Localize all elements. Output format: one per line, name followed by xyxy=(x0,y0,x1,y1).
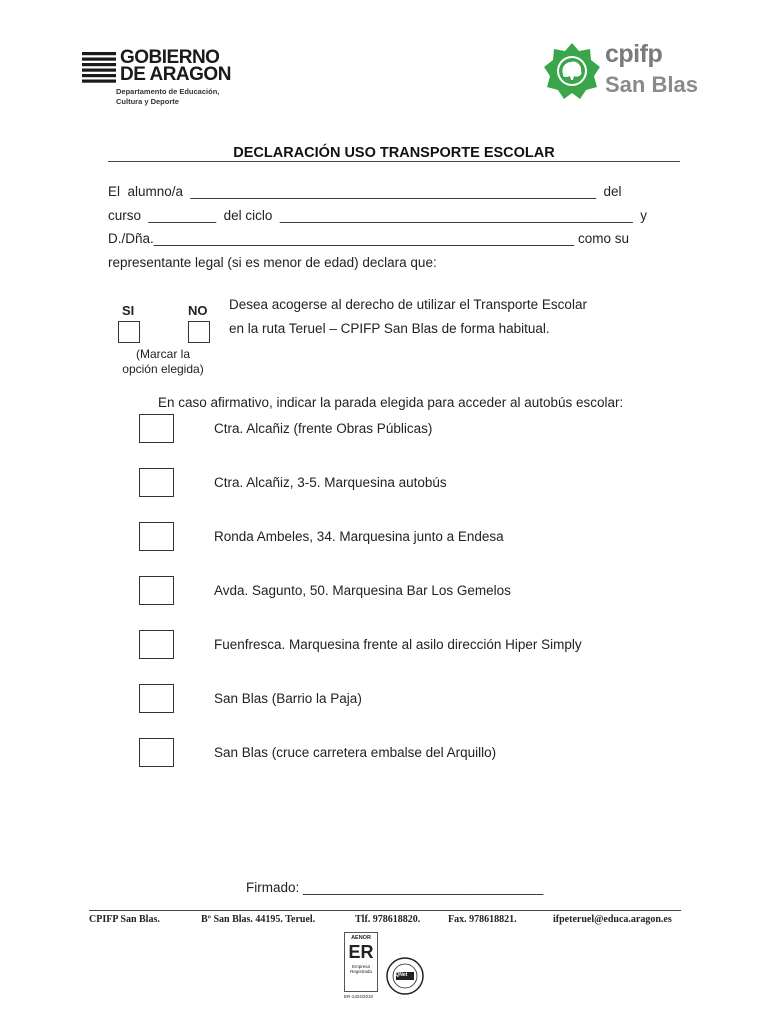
gov-logo-line1: GOBIERNO xyxy=(120,47,220,68)
aenor-label: AENOR xyxy=(351,935,371,941)
cpifp-logo-text: cpifp xyxy=(605,40,663,68)
stop-checkbox-4[interactable] xyxy=(139,576,174,605)
footer-school: CPIFP San Blas. xyxy=(89,914,160,925)
stop-label-2: Ctra. Alcañiz, 3-5. Marquesina autobús xyxy=(214,475,447,490)
certification-marks xyxy=(340,932,430,1004)
stop-label-4: Avda. Sagunto, 50. Marquesina Bar Los Gemelos xyxy=(214,583,511,598)
gov-logo-line2: DE ARAGON xyxy=(120,64,231,85)
footer-rule xyxy=(89,910,681,911)
option-no-label: NO xyxy=(188,303,208,318)
declaration-line2: en la ruta Teruel – CPIFP San Blas de forma habitual. xyxy=(229,321,550,336)
option-note-line2: opción elegida) xyxy=(122,362,204,376)
tree-seal-icon xyxy=(543,42,601,100)
stop-label-6: San Blas (Barrio la Paja) xyxy=(214,691,362,706)
stop-checkbox-3[interactable] xyxy=(139,522,174,551)
stop-label-7: San Blas (cruce carretera embalse del Arquillo) xyxy=(214,745,497,760)
guardian-declaration-text: representante legal (si es menor de edad) declara que: xyxy=(108,255,437,270)
cpifp-san-blas-logo xyxy=(543,42,723,102)
footer-phone: Tlf. 978618820. xyxy=(355,914,421,925)
stop-checkbox-7[interactable] xyxy=(139,738,174,767)
footer-email[interactable]: ifpeteruel@educa.aragon.es xyxy=(553,914,672,925)
form-title: DECLARACIÓN USO TRANSPORTE ESCOLAR xyxy=(233,145,555,161)
gobierno-aragon-logo xyxy=(82,46,242,108)
gov-dept-line2: Cultura y Deporte xyxy=(116,97,179,106)
san-blas-logo-text: San Blas xyxy=(605,72,698,97)
aragon-stripes-icon xyxy=(82,50,116,84)
footer-address: Bº San Blas. 44195. Teruel. xyxy=(201,914,316,925)
option-note-line1: (Marcar la xyxy=(135,347,190,361)
empresa-label: Empresa xyxy=(351,964,370,969)
stop-checkbox-6[interactable] xyxy=(139,684,174,713)
option-si-label: SI xyxy=(122,303,135,318)
gov-dept-line1: Departamento de Educación, xyxy=(116,87,220,96)
guardian-name-line[interactable]: D./Dña.________________________________________________________ como su xyxy=(108,231,629,246)
option-note xyxy=(108,347,218,377)
title-underline xyxy=(108,161,680,162)
stop-label-1: Ctra. Alcañiz (frente Obras Públicas) xyxy=(214,421,433,436)
cert-number: ER-1324/2010 xyxy=(344,994,374,999)
iqnet-label: IQNet xyxy=(394,972,408,978)
stop-label-5: Fuenfresca. Marquesina frente al asilo dirección Hiper Simply xyxy=(214,637,582,652)
signature-line[interactable]: Firmado: ________________________________ xyxy=(246,880,544,895)
student-name-line[interactable]: El alumno/a ______________________________________________________ del xyxy=(108,184,622,199)
aenor-er-mark xyxy=(344,932,378,992)
er-label: ER xyxy=(348,942,374,962)
course-cycle-line[interactable]: curso _________ del ciclo _______________________________________________ y xyxy=(108,208,647,223)
stop-checkbox-2[interactable] xyxy=(139,468,174,497)
stop-checkbox-5[interactable] xyxy=(139,630,174,659)
declaration-line1: Desea acogerse al derecho de utilizar el Transporte Escolar xyxy=(229,297,587,312)
registrada-label: Registrada xyxy=(350,969,372,974)
option-si-checkbox[interactable] xyxy=(118,321,140,343)
stop-label-3: Ronda Ambeles, 34. Marquesina junto a Endesa xyxy=(214,529,504,544)
option-no-checkbox[interactable] xyxy=(188,321,210,343)
stop-checkbox-1[interactable] xyxy=(139,414,174,443)
footer-fax: Fax. 978618821. xyxy=(448,914,517,925)
stops-intro: En caso afirmativo, indicar la parada elegida para acceder al autobús escolar: xyxy=(158,395,624,410)
